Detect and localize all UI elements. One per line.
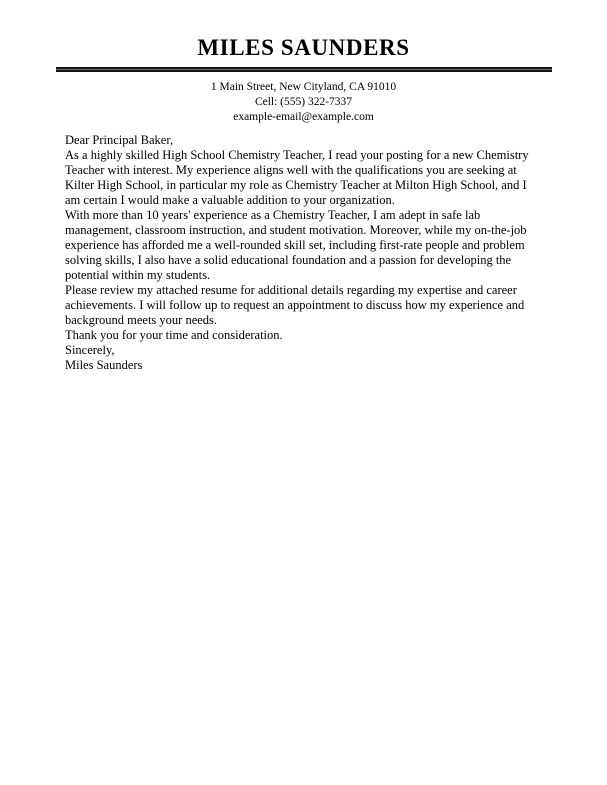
header-divider-rule xyxy=(56,67,552,72)
sender-name-heading: MILES SAUNDERS xyxy=(197,35,410,60)
signature-name: Miles Saunders xyxy=(65,358,143,372)
salutation: Dear Principal Baker, xyxy=(65,133,174,147)
paragraph-introduction: As a highly skilled High School Chemistry Teacher, I read your posting for a new Chemistry Teacher with interest. My experience aligns well with the qualifications you are seeking at Kilter High School, in particular my role as Chemistry Teacher at Milton High School, and I am certain I would make a valuable addition to your organization. xyxy=(65,148,529,207)
contact-address: 1 Main Street, New Cityland, CA 91010 xyxy=(210,81,397,93)
thank-you-line: Thank you for your time and consideration. xyxy=(65,328,283,342)
letter-body xyxy=(65,133,539,373)
contact-phone: Cell: (555) 322-7337 xyxy=(254,96,353,108)
letter-header xyxy=(0,36,607,125)
contact-email: example-email@example.com xyxy=(233,111,374,123)
contact-block xyxy=(0,80,607,125)
closing-salutation: Sincerely, xyxy=(65,343,115,357)
paragraph-experience: With more than 10 years' experience as a Chemistry Teacher, I am adept in safe lab management, classroom instruction, and student motivation. Moreover, while my on-the-job experience has afforded me a well-rounded skill set, including first-rate people and problem solving skills, I also have a solid educational foundation and a passion for developing the potential within my students. xyxy=(65,208,527,282)
paragraph-resume-followup: Please review my attached resume for additional details regarding my expertise and career achievements. I will follow up to request an appointment to discuss how my experience and background meets your needs. xyxy=(65,283,525,327)
